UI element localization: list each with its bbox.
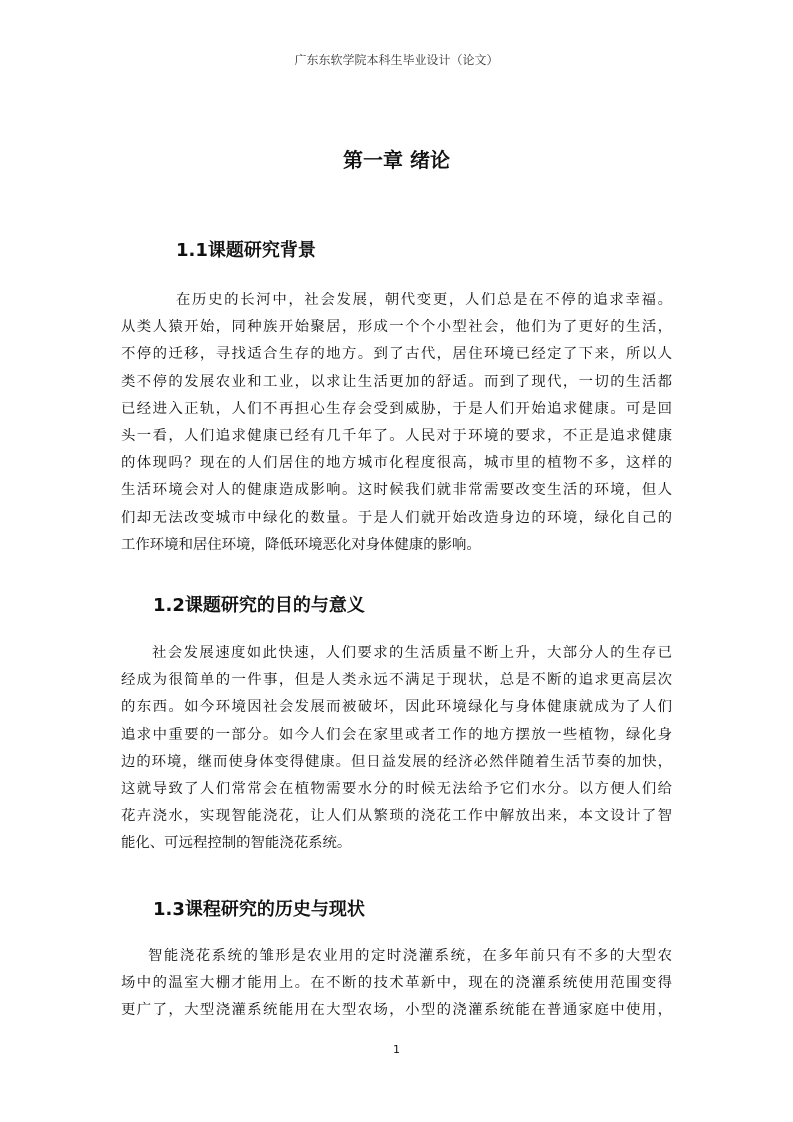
text-line: 花卉浇水，实现智能浇花，让人们从繁琐的浇花工作中解放出来，本文设计了智 [121, 808, 672, 825]
text-line: 在历史的长河中，社会发展，朝代变更，人们总是在不停的追求幸福。 [176, 292, 672, 308]
text-line: 经成为很简单的一件事，但是人类永远不满足于现状，总是不断的追求更高层次 [121, 672, 672, 689]
section-paragraph-1-1 [121, 287, 672, 559]
chapter-title: 第一章 绪论 [343, 148, 450, 172]
text-line: 不停的迁移，寻找适合生存的地方。到了古代，居住环境已经定了下来，所以人 [121, 346, 672, 363]
text-line: 的体现吗？现在的人们居住的地方城市化程度很高，城市里的植物不多，这样的 [121, 455, 672, 472]
text-line: 们却无法改变城市中绿化的数量。于是人们就开始改造身边的环境，绿化自己的 [121, 509, 672, 526]
page-number: 1 [393, 1043, 400, 1056]
text-line: 边的环境，继而使身体变得健康。但日益发展的经济必然伴随着生活节奏的加快， [121, 753, 672, 770]
section-heading-1-2: 1.2课题研究的目的与意义 [153, 595, 365, 616]
text-line: 能化、可远程控制的智能浇花系统。 [121, 835, 352, 852]
text-line: 更广了，大型浇灌系统能用在大型农场，小型的浇灌系统能在普通家庭中使用， [121, 1002, 672, 1019]
text-line: 场中的温室大棚才能用上。在不断的技术革新中，现在的浇灌系统使用范围变得 [121, 975, 672, 992]
section-heading-1-1: 1.1课题研究背景 [176, 240, 316, 261]
text-line: 追求中重要的一部分。如今人们会在家里或者工作的地方摆放一些植物，绿化身 [121, 726, 672, 743]
section-paragraph-1-3 [121, 943, 672, 1025]
running-header: 广东东软学院本科生毕业设计（论文） [294, 53, 499, 67]
text-line: 已经进入正轨，人们不再担心生存会受到威胁，于是人们开始追求健康。可是回 [121, 400, 672, 417]
text-line: 从类人猿开始，同种族开始聚居，形成一个个小型社会，他们为了更好的生活， [121, 319, 672, 336]
text-line: 这就导致了人们常常会在植物需要水分的时候无法给予它们水分。以方便人们给 [121, 780, 672, 797]
text-line: 生活环境会对人的健康造成影响。这时候我们就非常需要改变生活的环境，但人 [121, 482, 672, 499]
section-heading-1-3: 1.3课程研究的历史与现状 [153, 899, 365, 920]
section-paragraph-1-2 [121, 640, 672, 858]
text-line: 类不停的发展农业和工业，以求让生活更加的舒适。而到了现代，一切的生活都 [121, 373, 672, 390]
text-line: 智能浇花系统的雏形是农业用的定时浇灌系统，在多年前只有不多的大型农 [148, 948, 672, 964]
text-line: 头一看，人们追求健康已经有几千年了。人民对于环境的要求，不正是追求健康 [121, 427, 672, 444]
text-line: 工作环境和居住环境，降低环境恶化对身体健康的影响。 [121, 536, 481, 553]
text-line: 的东西。如今环境因社会发展而被破坏，因此环境绿化与身体健康就成为了人们 [121, 699, 672, 716]
text-line: 社会发展速度如此快速，人们要求的生活质量不断上升，大部分人的生存已 [152, 645, 672, 661]
